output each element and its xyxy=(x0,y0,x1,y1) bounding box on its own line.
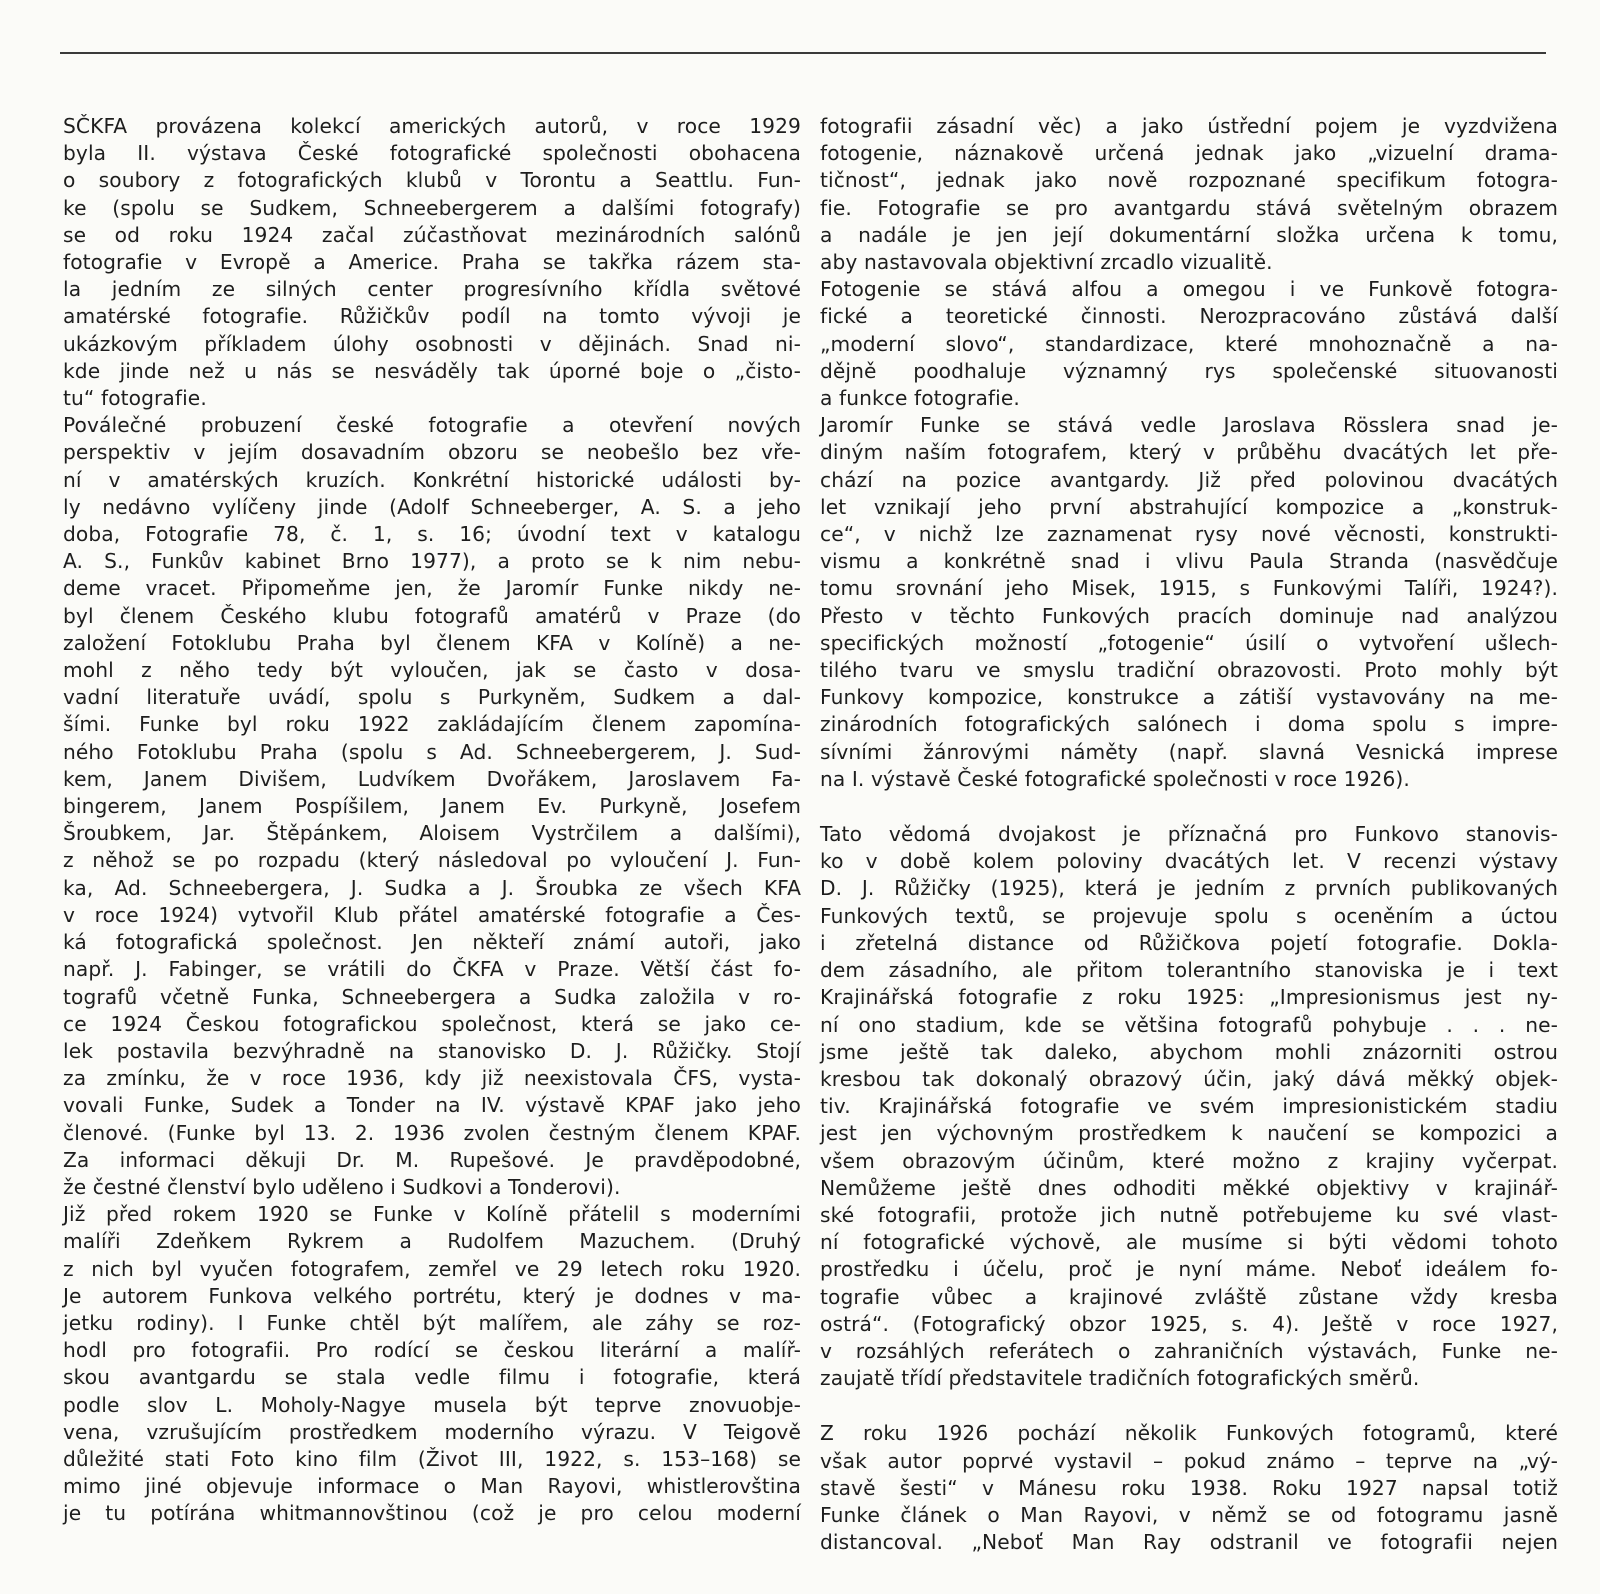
text-line: je tu potírána whitmannovštinou (což je pro celou moderní xyxy=(63,1501,801,1526)
text-line: Funke článek o Man Rayovi, v němž se od fotogramu jasně xyxy=(820,1502,1558,1527)
text-line: tu“ fotografie. xyxy=(63,386,207,411)
text-line: ní ono stadium, kde se většina fotografů pohybuje . . . ne- xyxy=(820,1012,1558,1037)
text-line: Krajinářská fotografie z roku 1925: „Impresionismus jest ny- xyxy=(820,985,1558,1010)
text-line: dějně poodhaluje významný rys společenské situovanosti xyxy=(820,358,1558,383)
paragraph-gap xyxy=(820,793,1558,821)
text-line: jsme ještě tak daleko, abychom mohli znázorniti ostrou xyxy=(820,1039,1558,1064)
text-line: a nadále je jen její dokumentární složka určena k tomu, xyxy=(820,222,1558,247)
text-line: Jaromír Funke se stává vedle Jaroslava Rösslera snad je- xyxy=(820,413,1558,438)
text-line: se od roku 1924 začal zúčastňovat mezinárodních salónů xyxy=(63,222,801,247)
text-line: Přesto v těchto Funkových pracích dominuje nad analýzou xyxy=(820,603,1558,628)
text-line: ukázkovým příkladem úlohy osobnosti v dějinách. Snad ni- xyxy=(63,331,801,356)
text-line: malíři Zdeňkem Rykrem a Rudolfem Mazuchem. (Druhý xyxy=(63,1229,801,1254)
text-line: fie. Fotografie se pro avantgardu stává světelným obrazem xyxy=(820,195,1558,220)
text-line: Za informaci děkuji Dr. M. Rupešové. Je pravděpodobné, xyxy=(63,1147,801,1172)
text-line: „moderní slovo“, standardizace, které mnohoznačně a na- xyxy=(820,331,1558,356)
text-line: jetku rodiny). I Funke chtěl být malířem, ale záhy se roz- xyxy=(63,1310,801,1335)
right-paragraph-4 xyxy=(820,821,1558,1392)
text-line: perspektiv v jejím dosavadním obzoru se neobešlo bez vře- xyxy=(63,440,801,465)
text-line: fotografie v Evropě a Americe. Praha se takřka rázem sta- xyxy=(63,250,801,275)
text-line: vovali Funke, Sudek a Tonder na IV. výstavě KPAF jako jeho xyxy=(63,1093,801,1118)
text-line: specifických možností „fotogenie“ úsilí o vytvoření ušlech- xyxy=(820,630,1558,655)
top-rule xyxy=(60,52,1546,54)
text-line: ce 1924 Českou fotografickou společnost, která se jako ce- xyxy=(63,1011,801,1036)
text-line: Je autorem Funkova velkého portrétu, který je dodnes v ma- xyxy=(63,1283,801,1308)
text-line: vadní literatuře uvádí, spolu s Purkyněm, Sudkem a dal- xyxy=(63,685,801,710)
text-line: a funkce fotografie. xyxy=(820,386,1020,411)
text-line: fotografii zásadní věc) a jako ústřední pojem je vyzdvižena xyxy=(820,114,1558,138)
text-line: distancoval. „Neboť Man Ray odstranil ve fotografii nejen xyxy=(820,1530,1558,1555)
text-line: ské fotografii, protože jich nutně potřebujeme ku své vlast- xyxy=(820,1202,1558,1227)
text-line: kem, Janem Divišem, Ludvíkem Dvořákem, Jaroslavem Fa- xyxy=(63,766,801,791)
text-line: fotogenie, náznakově určená jednak jako „vizuelní drama- xyxy=(820,141,1558,166)
text-line: doba, Fotografie 78, č. 1, s. 16; úvodní text v katalogu xyxy=(63,522,801,547)
text-line: tografů včetně Funka, Schneebergera a Sudka založila v ro- xyxy=(63,984,801,1009)
text-line: mimo jiné objevuje informace o Man Rayovi, whistlerovština xyxy=(63,1474,801,1499)
text-line: sívními žánrovými náměty (např. slavná Vesnická imprese xyxy=(820,739,1558,764)
right-paragraph-2 xyxy=(820,276,1558,412)
text-line: kde jinde než u nás se nesváděly tak úporné boje o „čisto- xyxy=(63,358,801,383)
text-line: aby nastavovala objektivní zrcadlo vizualitě. xyxy=(820,250,1273,275)
text-line: skou avantgardu se stala vedle filmu i fotografie, která xyxy=(63,1365,801,1390)
text-line: mohl z něho tedy být vyloučen, jak se často v dosa- xyxy=(63,658,801,683)
text-line: důležité stati Foto kino film (Život III, 1922, s. 153–168) se xyxy=(63,1446,801,1471)
text-line: ní v amatérských kruzích. Konkrétní historické události by- xyxy=(63,467,801,492)
text-line: z něhož se po rozpadu (který následoval po vyloučení J. Fun- xyxy=(63,848,801,873)
text-line: za zmínku, že v roce 1936, kdy již neexistovala ČFS, vysta- xyxy=(63,1066,801,1091)
left-paragraph-3 xyxy=(63,1201,801,1527)
text-line: všem obrazovým účinům, které možno z krajiny vyčerpat. xyxy=(820,1148,1558,1173)
text-line: vena, vzrušujícím prostředkem moderního výrazu. V Teigově xyxy=(63,1419,801,1444)
text-line: chází na pozice avantgardy. Již před polovinou dvacátých xyxy=(820,467,1558,492)
text-line: i zřetelná distance od Růžičkova pojetí fotografie. Doklа- xyxy=(820,930,1558,955)
text-line: v roce 1924) vytvořil Klub přátel amatérské fotografie a Čes- xyxy=(63,902,801,927)
text-line: byla II. výstava České fotografické společnosti obohacena xyxy=(63,141,801,166)
text-line: ce“, v nichž lze zaznamenat rysy nové věcnosti, konstrukti- xyxy=(820,522,1558,547)
text-line: podle slov L. Moholy-Nagye musela být teprve znovuobje- xyxy=(63,1392,801,1417)
right-paragraph-1 xyxy=(820,113,1558,276)
left-paragraph-2 xyxy=(63,412,801,1201)
text-line: vismu a konkrétně snad i vlivu Paula Stranda (nasvědčuje xyxy=(820,549,1558,574)
text-line: ného Fotoklubu Praha (spolu s Ad. Schneebergerem, J. Sud- xyxy=(63,739,801,764)
text-line: však autor poprvé vystavil – pokud známo – teprve na „vý- xyxy=(820,1448,1558,1473)
text-line: založení Fotoklubu Praha byl členem KFA v Kolíně) a ne- xyxy=(63,630,801,655)
text-line: bingerem, Janem Pospíšilem, Janem Ev. Purkyně, Josefem xyxy=(63,794,801,819)
text-line: z nich byl vyučen fotografem, zemřel ve 29 letech roku 1920. xyxy=(63,1256,801,1281)
text-line: zinárodních fotografických salónech i doma spolu s impre- xyxy=(820,712,1558,737)
text-line: ní fotografické výchově, ale musíme si býti vědomi tohoto xyxy=(820,1230,1558,1255)
text-line: v rozsáhlých referátech o zahraničních výstavách, Funke ne- xyxy=(820,1338,1558,1363)
text-line: D. J. Růžičky (1925), která je jedním z prvních publikovaných xyxy=(820,876,1558,901)
text-line: ke (spolu se Sudkem, Schneebergerem a dalšími fotografy) xyxy=(63,195,801,220)
text-line: deme vracet. Připomeňme jen, že Jaromír Funke nikdy ne- xyxy=(63,576,801,601)
text-line: ko v době kolem poloviny dvacátých let. V recenzi výstavy xyxy=(820,849,1558,874)
text-line: že čestné členství bylo uděleno i Sudkovi a Tonderovi). xyxy=(63,1174,621,1199)
text-line: SČKFA provázena kolekcí amerických autorů, v roce 1929 xyxy=(63,114,801,138)
text-line: A. S., Funkův kabinet Brno 1977), a proto se k nim nebu- xyxy=(63,549,801,574)
text-line: tilého tvaru ve smyslu tradiční obrazovosti. Proto mohly být xyxy=(820,658,1558,683)
text-line: Funkových textů, se projevuje spolu s oceněním a úctou xyxy=(820,903,1558,928)
text-line: ká fotografická společnost. Jen někteří známí autoři, jako xyxy=(63,930,801,955)
text-line: o soubory z fotografických klubů v Torontu a Seattlu. Fun- xyxy=(63,168,801,193)
text-line: na I. výstavě České fotografické společnosti v roce 1926). xyxy=(820,766,1410,791)
text-line: byl členem Českého klubu fotografů amatérů v Praze (do xyxy=(63,603,801,628)
left-column xyxy=(63,113,801,1528)
right-column xyxy=(820,113,1558,1556)
text-line: ostrá“. (Fotografický obzor 1925, s. 4). Ještě v roce 1927, xyxy=(820,1311,1558,1336)
right-paragraph-5 xyxy=(820,1420,1558,1556)
text-line: tiv. Krajinářská fotografie ve svém impresionistickém stadiu xyxy=(820,1094,1558,1119)
text-line: kresbou tak dokonalý obrazový účin, jaký dává měkký objek- xyxy=(820,1066,1558,1091)
text-line: členové. (Funke byl 13. 2. 1936 zvolen čestným členem KPAF. xyxy=(63,1120,801,1145)
text-line: hodl pro fotografii. Pro rodící se českou literární a malíř- xyxy=(63,1338,801,1363)
text-line: Nemůžeme ještě dnes odhoditi měkké objektivy v krajinář- xyxy=(820,1175,1558,1200)
text-line: tomu srovnání jeho Misek, 1915, s Funkovými Talíři, 1924?). xyxy=(820,576,1558,601)
text-line: Tato vědomá dvojakost je příznačná pro Funkovo stanovis- xyxy=(820,822,1558,847)
text-line: stavě šesti“ v Mánesu roku 1938. Roku 1927 napsal totiž xyxy=(820,1475,1558,1500)
text-line: prostředku i účelu, proč je nyní máme. Neboť ideálem fo- xyxy=(820,1257,1558,1282)
text-line: ly nedávno vylíčeny jinde (Adolf Schneeberger, A. S. a jeho xyxy=(63,494,801,519)
text-line: fické a teoretické činnosti. Nerozpracováno zůstává další xyxy=(820,304,1558,329)
text-line: tičnost“, jednak jako nově rozpoznané specifikum fotogra- xyxy=(820,168,1558,193)
text-line: tografie vůbec a krajinové zvláště zůstane vždy kresba xyxy=(820,1284,1558,1309)
text-line: Již před rokem 1920 se Funke v Kolíně přátelil s moderními xyxy=(63,1202,801,1227)
right-paragraph-3 xyxy=(820,412,1558,793)
paragraph-gap xyxy=(820,1392,1558,1420)
text-line: Šroubkem, Jar. Štěpánkem, Aloisem Vystrčilem a dalšími), xyxy=(63,821,801,846)
text-line: dem zásadního, ale přitom tolerantního stanoviska je i text xyxy=(820,958,1558,983)
text-line: jest jen výchovným prostředkem k naučení se kompozici a xyxy=(820,1121,1558,1146)
text-line: např. J. Fabinger, se vrátili do ČKFA v Praze. Větší část fo- xyxy=(63,957,801,982)
text-line: Funkovy kompozice, konstrukce a zátiší vystavovány na me- xyxy=(820,685,1558,710)
text-line: Z roku 1926 pochází několik Funkových fotogramů, které xyxy=(820,1421,1558,1446)
text-line: Poválečné probuzení české fotografie a otevření nových xyxy=(63,413,801,438)
text-line: la jedním ze silných center progresívního křídla světové xyxy=(63,277,801,302)
text-line: diným naším fotografem, který v průběhu dvacátých let pře- xyxy=(820,440,1558,465)
left-paragraph-1 xyxy=(63,113,801,412)
text-line: amatérské fotografie. Růžičkův podíl na tomto vývoji je xyxy=(63,304,801,329)
text-line: lek postavila bezvýhradně na stanovisko D. J. Růžičky. Stojí xyxy=(63,1038,801,1063)
text-line: zaujatě třídí představitele tradičních fotografických směrů. xyxy=(820,1366,1420,1391)
text-line: ka, Ad. Schneebergera, J. Sudka a J. Šroubka ze všech KFA xyxy=(63,875,801,900)
text-line: Fotogenie se stává alfou a omegou i ve Funkově fotogra- xyxy=(820,277,1558,302)
text-line: šími. Funke byl roku 1922 zakládajícím členem zapomína- xyxy=(63,712,801,737)
text-line: let vznikají jeho první abstrahující kompozice a „konstruk- xyxy=(820,494,1558,519)
